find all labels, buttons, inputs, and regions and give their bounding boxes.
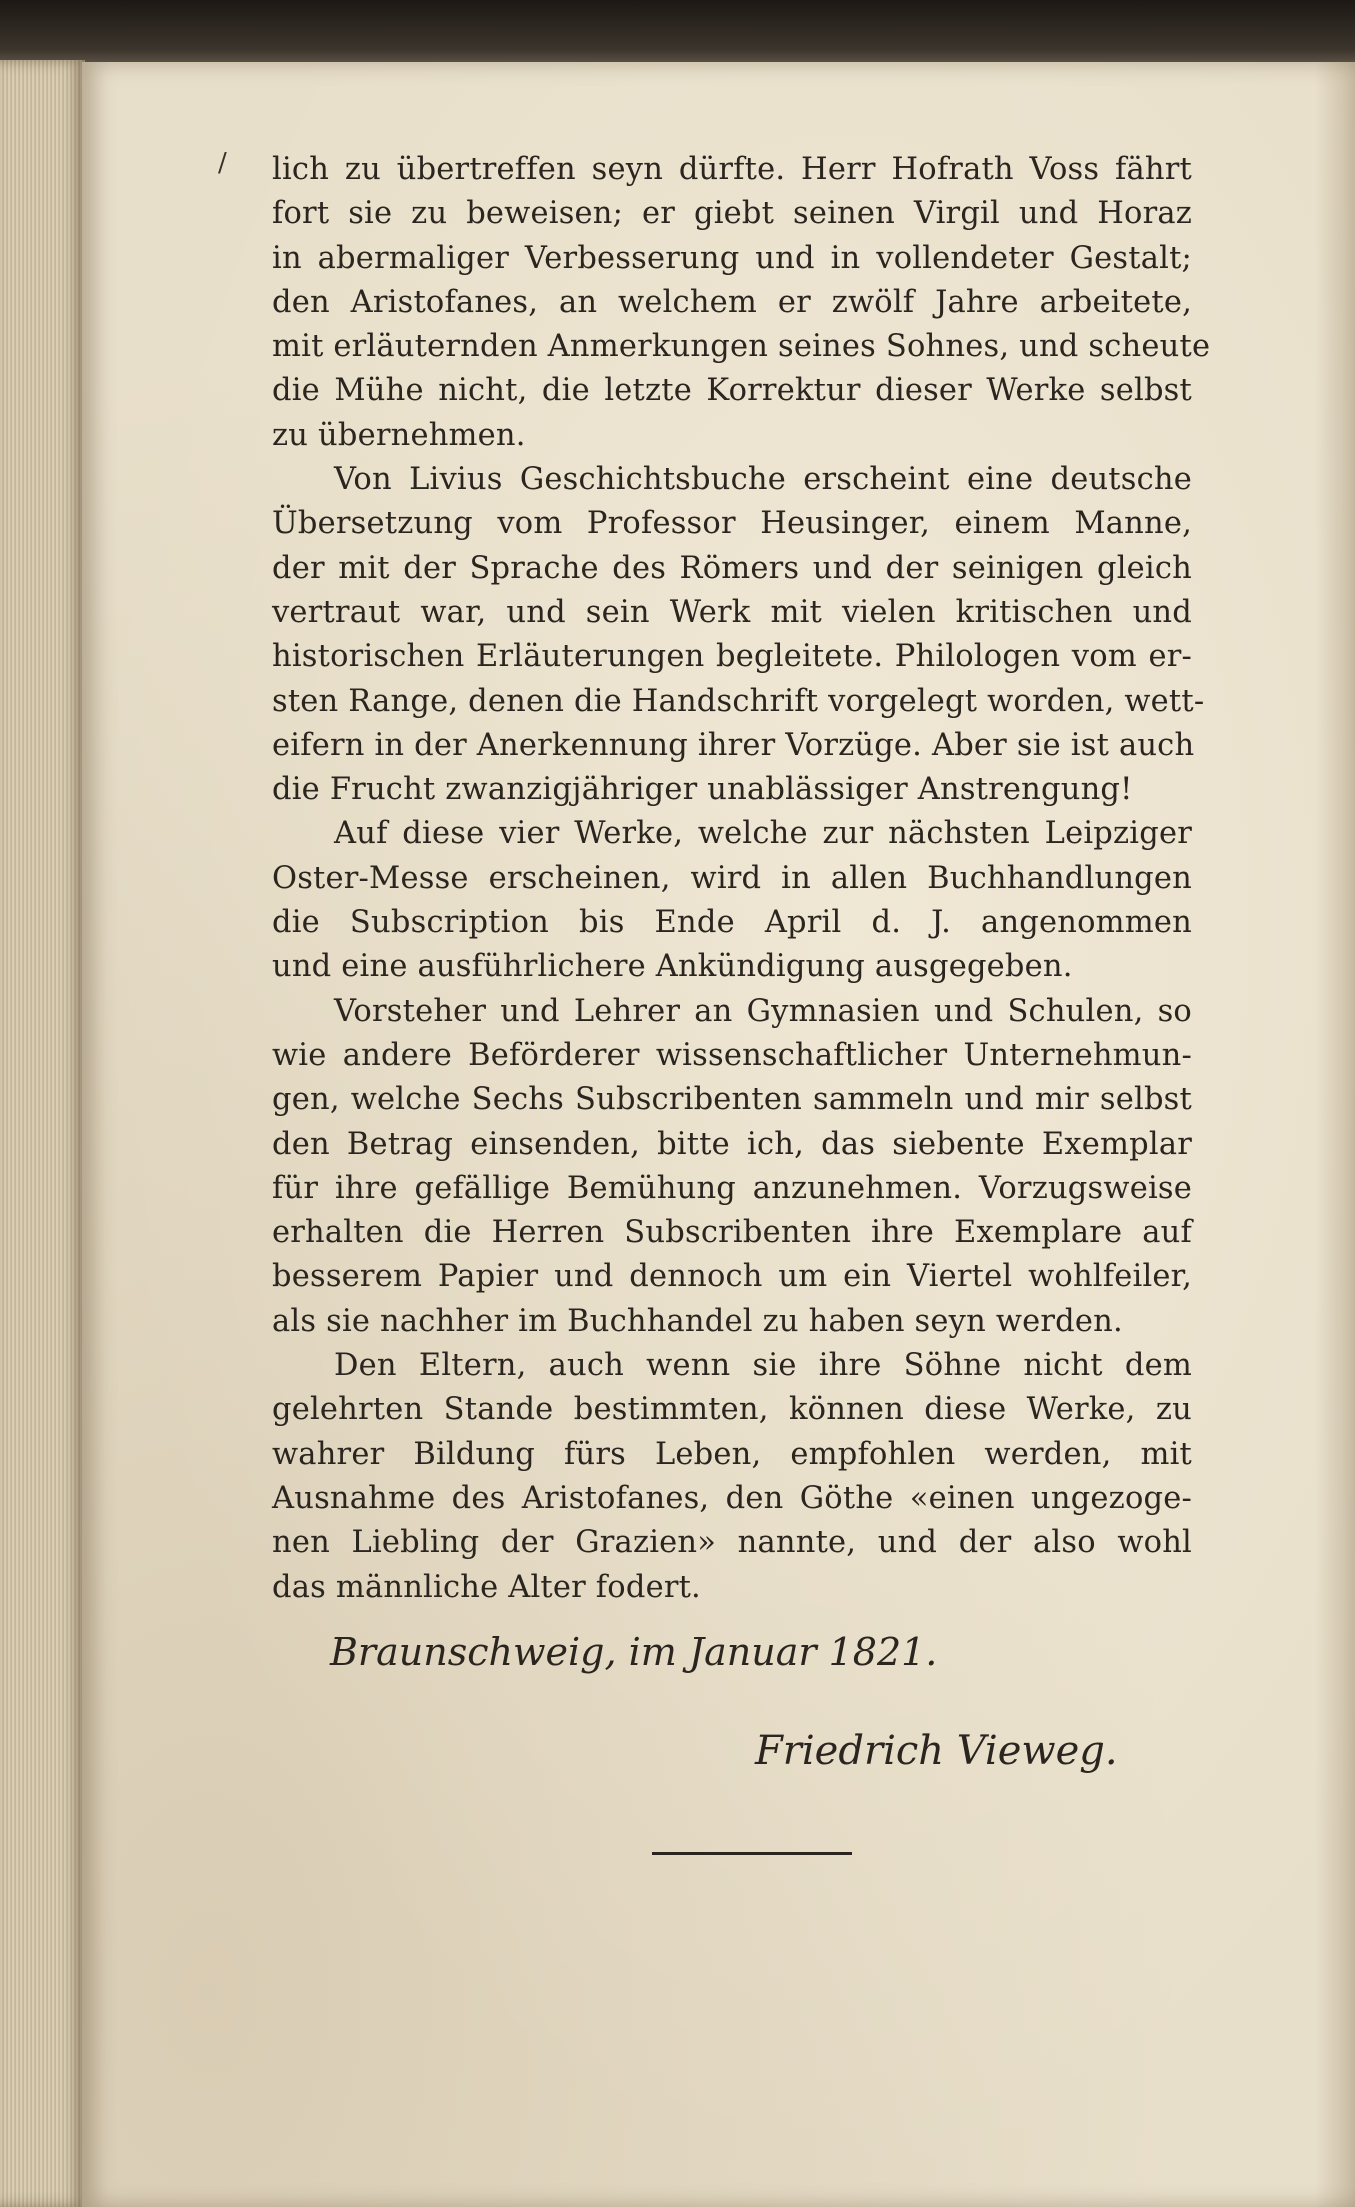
text-line: Den Eltern, auch wenn sie ihre Söhne nicht dem <box>334 1348 1192 1384</box>
text-line: Ausnahme des Aristofanes, den Göthe «einen ungezoge- <box>272 1480 1192 1516</box>
page-gutter-shadow <box>1315 62 1355 2207</box>
text-line: gen, welche Sechs Subscribenten sammeln und mir selbst <box>272 1082 1192 1118</box>
text-line: die Mühe nicht, die letzte Korrektur dieser Werke selbst <box>272 373 1192 409</box>
text-line: erhalten die Herren Subscribenten ihre Exemplare auf <box>272 1215 1192 1251</box>
book-top-edge <box>0 0 1355 70</box>
text-line: als sie nachher im Buchhandel zu haben seyn werden. <box>272 1303 1123 1339</box>
publisher-signature: Friedrich Vieweg. <box>755 1728 1118 1774</box>
text-line: historischen Erläuterungen begleitete. Philologen vom er- <box>272 639 1192 675</box>
paragraph-parents <box>272 1344 1192 1610</box>
text-line: sten Range, denen die Handschrift vorgelegt worden, wett- <box>272 683 1205 719</box>
text-line: Auf diese vier Werke, welche zur nächsten Leipziger <box>334 816 1192 852</box>
text-line: für ihre gefällige Bemühung anzunehmen. Vorzugsweise <box>272 1170 1192 1206</box>
corner-pen-mark: / <box>218 148 227 178</box>
paragraph-teachers <box>272 990 1192 1344</box>
paragraph-subscription <box>272 812 1192 989</box>
text-line: besserem Papier und dennoch um ein Viertel wohlfeiler, <box>272 1259 1192 1295</box>
text-line: fort sie zu beweisen; er giebt seinen Virgil und Horaz <box>272 196 1192 232</box>
text-line: das männliche Alter fodert. <box>272 1569 701 1605</box>
text-line: die Subscription bis Ende April d. J. angenommen <box>272 905 1192 941</box>
text-line: Vorsteher und Lehrer an Gymnasien und Schulen, so <box>334 993 1192 1029</box>
book-page-stack-edge <box>0 60 85 2207</box>
body-text <box>272 148 1211 1610</box>
text-line: zu übernehmen. <box>272 417 526 453</box>
text-line: Oster-Messe erscheinen, wird in allen Buchhandlungen <box>272 860 1192 896</box>
text-line: der mit der Sprache des Römers und der seinigen gleich <box>272 550 1192 586</box>
paragraph-livius <box>272 458 1205 812</box>
text-line: mit erläuternden Anmerkungen seines Sohnes, und scheute <box>272 329 1211 365</box>
text-line: wahrer Bildung fürs Leben, empfohlen werden, mit <box>272 1436 1192 1472</box>
text-line: Von Livius Geschichtsbuche erscheint eine deutsche <box>334 462 1192 498</box>
paragraph-voss <box>272 148 1211 458</box>
text-line: wie andere Beförderer wissenschaftlicher Unternehmun- <box>272 1037 1192 1073</box>
place-and-date: Braunschweig, im Januar 1821. <box>330 1630 938 1674</box>
text-line: nen Liebling der Grazien» nannte, und der also wohl <box>272 1525 1192 1561</box>
text-line: gelehrten Stande bestimmten, können diese Werke, zu <box>272 1392 1192 1428</box>
closing-rule <box>652 1852 852 1855</box>
text-line: und eine ausführlichere Ankündigung ausgegeben. <box>272 949 1073 985</box>
text-line: lich zu übertreffen seyn dürfte. Herr Hofrath Voss fährt <box>272 152 1192 187</box>
text-line: in abermaliger Verbesserung und in vollendeter Gestalt; <box>272 240 1192 276</box>
text-line: den Betrag einsenden, bitte ich, das siebente Exemplar <box>272 1126 1192 1162</box>
text-line: vertraut war, und sein Werk mit vielen kritischen und <box>272 594 1192 630</box>
text-line: Übersetzung vom Professor Heusinger, einem Manne, <box>272 506 1192 542</box>
text-line: die Frucht zwanzigjähriger unablässiger Anstrengung! <box>272 772 1133 808</box>
text-line: eifern in der Anerkennung ihrer Vorzüge. Aber sie ist auch <box>272 727 1195 763</box>
text-line: den Aristofanes, an welchem er zwölf Jahre arbeitete, <box>272 284 1192 320</box>
